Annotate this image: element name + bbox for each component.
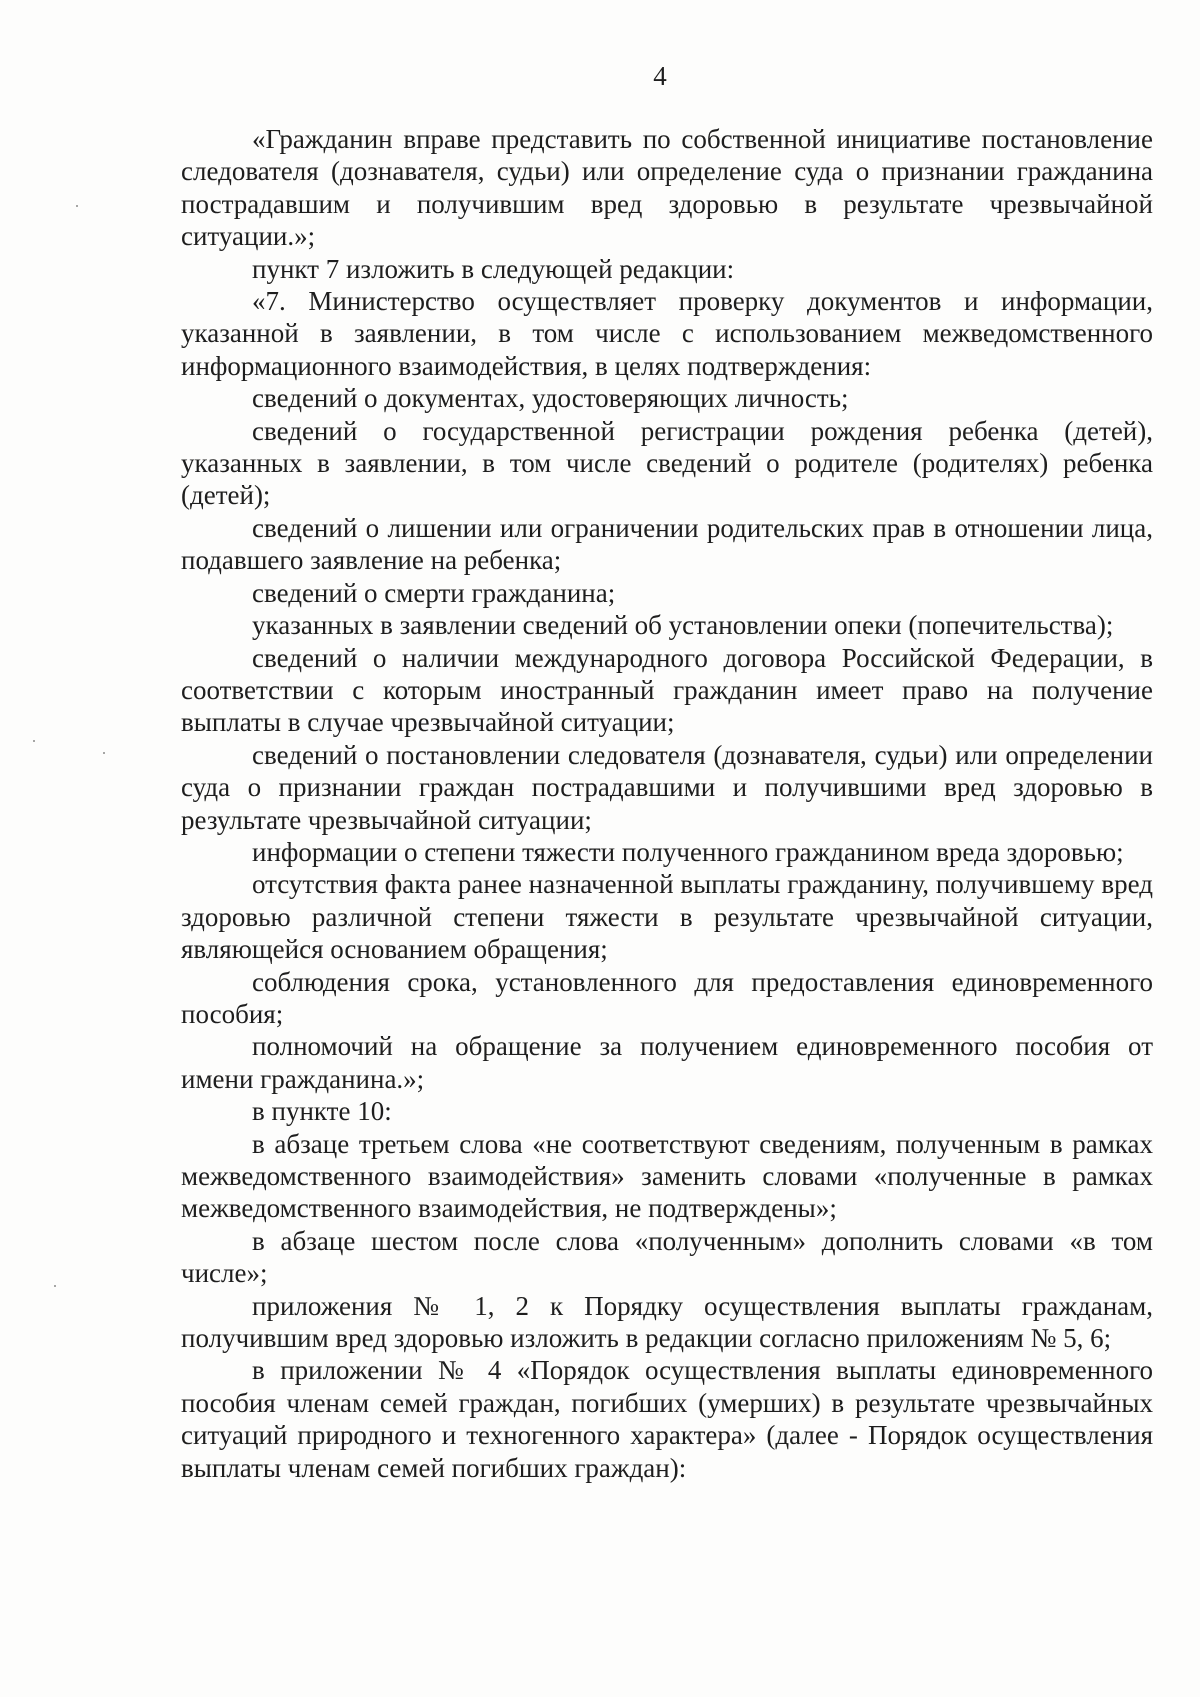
paragraph: полномочий на обращение за получением единовременного пособия от имени гражданина.»; — [181, 1031, 1153, 1094]
paragraph: в пункте 10: — [252, 1096, 392, 1127]
document-body — [181, 123, 1153, 1484]
paragraph: «Гражданин вправе представить по собственной инициативе постановление следователя (дознавателя, судьи) или определение суда о признании гражданина пострадавшим и получившим вред здоровью в результате чрезвычайной ситуации.»; — [181, 124, 1153, 252]
paragraph: в абзаце шестом после слова «полученным» дополнить словами «в том числе»; — [181, 1225, 1153, 1289]
paragraph: соблюдения срока, установленного для предоставления единовременного пособия; — [181, 966, 1153, 1029]
page-number: 4 — [653, 61, 667, 91]
paragraph: приложения № 1, 2 к Порядку осуществления выплаты гражданам, получившим вред здоровью изложить в редакции согласно приложениям № 5, 6; — [181, 1290, 1153, 1354]
paragraph: в абзаце третьем слова «не соответствуют сведениям, полученным в рамках межведомственного взаимодействия» заменить словами «полученные в рамках межведомственного взаимодействия, не подтверждены»; — [181, 1128, 1153, 1224]
scan-speck — [54, 1285, 56, 1287]
paragraph: сведений о лишении или ограничении родительских прав в отношении лица, подавшего заявление на ребенка; — [181, 512, 1153, 576]
paragraph: сведений о государственной регистрации рождения ребенка (детей), указанных в заявлении, в том числе сведений о родителе (родителях) ребенка (детей); — [181, 415, 1153, 511]
paragraph: информации о степени тяжести полученного гражданином вреда здоровью; — [252, 836, 1124, 867]
paragraph: сведений о документах, удостоверяющих личность; — [252, 383, 849, 414]
paragraph: пункт 7 изложить в следующей редакции: — [252, 253, 735, 284]
scan-speck — [76, 205, 78, 207]
paragraph: указанных в заявлении сведений об установлении опеки (попечительства); — [252, 610, 1114, 641]
paragraph: в приложении № 4 «Порядок осуществления выплаты единовременного пособия членам семей граждан, погибших (умерших) в результате чрезвычайных ситуаций природного и техногенного характера» (далее - Порядок осуществления выплаты членам семей погибших граждан): — [181, 1355, 1153, 1483]
scan-speck — [33, 740, 35, 742]
paragraph: отсутствия факта ранее назначенной выплаты гражданину, получившему вред здоровью различной степени тяжести в результате чрезвычайной ситуации, являющейся основанием обращения; — [181, 869, 1153, 965]
scan-speck — [103, 752, 105, 754]
paragraph: сведений о смерти гражданина; — [252, 577, 616, 608]
paragraph: сведений о постановлении следователя (дознавателя, судьи) или определении суда о признании граждан пострадавшими и получившими вред здоровью в результате чрезвычайной ситуации; — [181, 739, 1153, 835]
paragraph: сведений о наличии международного договора Российской Федерации, в соответствии с которым иностранный гражданин имеет право на получение выплаты в случае чрезвычайной ситуации; — [181, 642, 1153, 738]
paragraph: «7. Министерство осуществляет проверку документов и информации, указанной в заявлении, в том числе с использованием межведомственного информационного взаимодействия, в целях подтверждения: — [181, 286, 1153, 381]
